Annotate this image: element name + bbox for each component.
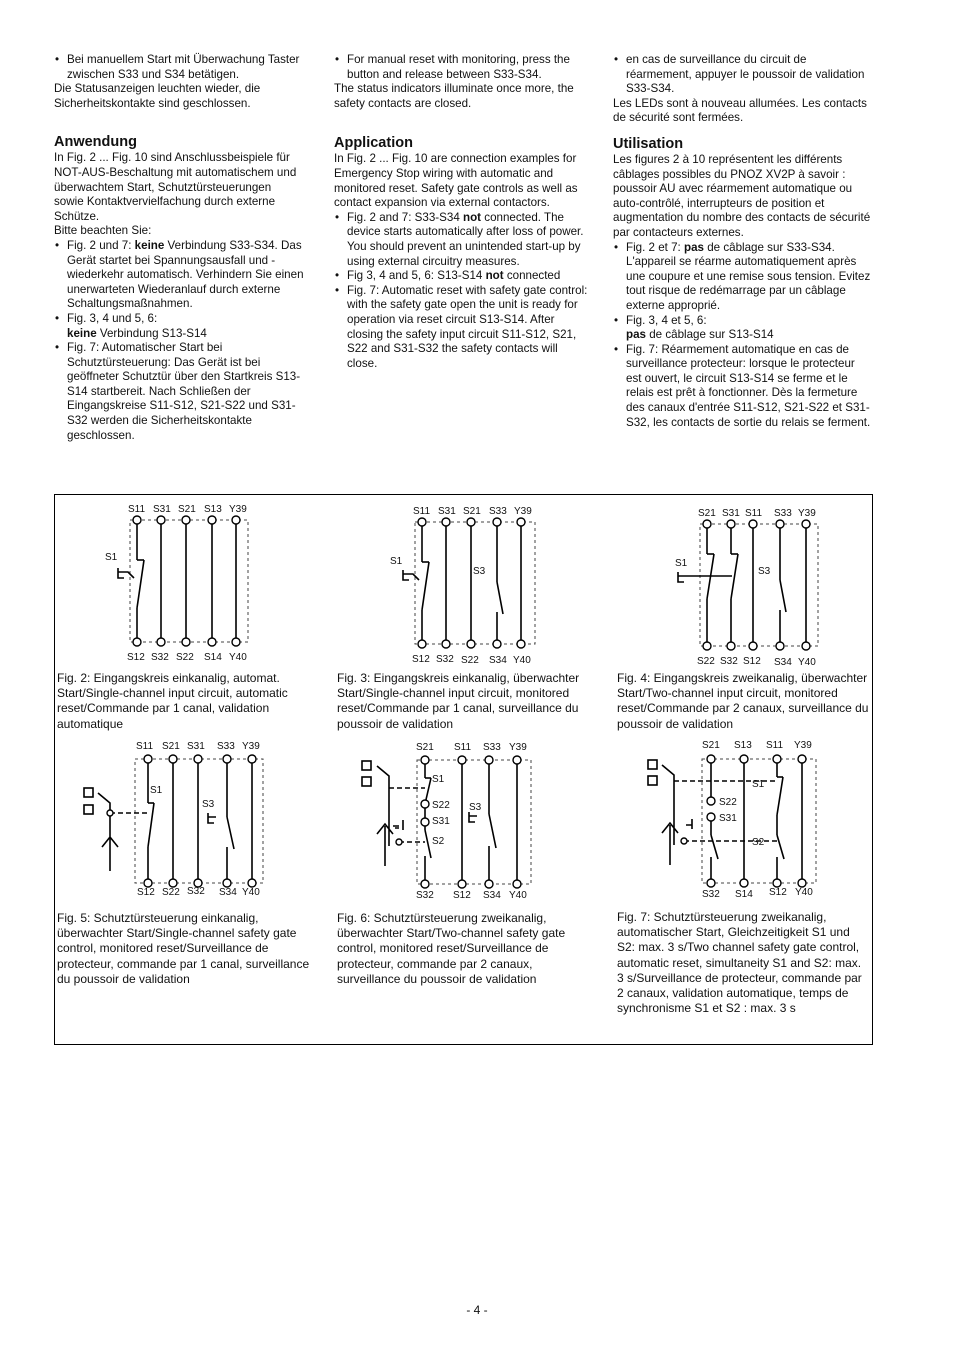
svg-text:S22: S22	[432, 800, 450, 811]
svg-text:S1: S1	[432, 774, 445, 785]
svg-text:S34: S34	[483, 890, 501, 901]
svg-text:S12: S12	[453, 890, 471, 901]
svg-text:S31: S31	[719, 813, 737, 824]
fr-bullet-3: • Fig. 7: Réarmement automatique en cas de surveillance protecteur: lorsque le protecteur est ouvert, le circuit S13-S14 se ferme et le relais est prêt à fonctionner. Dès la fermeture des canaux d'entrée S11-S12, S21-S22 et S31-S32, les contacts de sortie du relais se ferment.	[613, 343, 873, 431]
svg-text:S3: S3	[473, 566, 486, 577]
svg-text:S14: S14	[735, 889, 753, 900]
svg-text:Y39: Y39	[229, 504, 247, 515]
svg-text:S34: S34	[774, 657, 792, 668]
fig3-caption: Fig. 3: Eingangskreis einkanalig, überwachter Start/Single-channel input circuit, monitored reset/Commande par 1 canal, surveillance du poussoir de validation	[337, 671, 580, 731]
svg-text:S22: S22	[719, 797, 737, 808]
svg-text:S31: S31	[438, 506, 456, 517]
svg-text:S21: S21	[698, 508, 716, 519]
svg-text:S34: S34	[489, 655, 507, 666]
svg-text:Y39: Y39	[798, 508, 816, 519]
svg-text:S33: S33	[217, 741, 235, 752]
svg-text:S33: S33	[483, 742, 501, 753]
fig6-caption: Fig. 6: Schutztürsteuerung zweikanalig, überwachter Start/Two-channel safety gate control, monitored reset/Surveillance de protecteur, commande par 2 canaux, surveillance du poussoir de validation	[337, 911, 566, 986]
de-bullet-3: • Fig. 7: Automatischer Start bei Schutztürsteuerung: Das Gerät ist bei geöffneter Schutztür über den Startkreis S13-S14 startbereit. Nach Schließen der Eingangskreise S11-S12, S21-S22 und S31-S32 werden die Sicherheitskontakte geschlossen.	[54, 341, 304, 443]
fig3-diagram	[385, 502, 545, 667]
svg-text:S11: S11	[745, 508, 763, 519]
svg-text:S33: S33	[489, 506, 507, 517]
svg-text:S22: S22	[697, 656, 715, 667]
svg-text:Y40: Y40	[229, 652, 247, 663]
svg-text:S31: S31	[187, 741, 205, 752]
page-number: - 4 -	[466, 1303, 488, 1317]
svg-text:S3: S3	[202, 799, 215, 810]
svg-text:S21: S21	[463, 506, 481, 517]
fig4-diagram	[670, 504, 830, 669]
terminal-row-top	[128, 504, 247, 515]
en-heading: Application	[334, 135, 413, 152]
svg-text:Y39: Y39	[242, 741, 260, 752]
fig2-caption: Fig. 2: Eingangskreis einkanalig, automat. Start/Single-channel input circuit, automatic reset/Commande par 1 canal, validation automatique	[57, 671, 288, 731]
svg-text:S22: S22	[461, 655, 479, 666]
svg-text:S11: S11	[136, 741, 154, 752]
svg-text:S11: S11	[766, 740, 784, 751]
fig5-caption: Fig. 5: Schutztürsteuerung einkanalig, überwachter Start/Single-channel safety gate control, monitored reset/Surveillance de protecteur, commande par 1 canal, surveillance du poussoir de validation	[57, 911, 310, 986]
en-intro-bullet: • For manual reset with monitoring, press the button and release between S33-S34.	[334, 53, 590, 82]
svg-text:S11: S11	[413, 506, 431, 517]
fr-intro-bullet: • en cas de surveillance du circuit de réarmement, appuyer le poussoir de validation S33-S34.	[613, 53, 873, 97]
fig2-diagram	[100, 500, 260, 665]
svg-text:S3: S3	[758, 566, 771, 577]
svg-text:S3: S3	[469, 802, 482, 813]
svg-text:Y40: Y40	[795, 887, 813, 898]
de-note: Bitte beachten Sie:	[54, 224, 152, 238]
svg-text:S32: S32	[702, 889, 720, 900]
svg-text:S31: S31	[432, 816, 450, 827]
fr-intro-text: Les LEDs sont à nouveau allumées. Les contacts de sécurité sont fermées.	[613, 96, 867, 125]
de-intro-bullet: • Bei manuellem Start mit Überwachung Taster zwischen S33 und S34 betätigen.	[54, 53, 304, 82]
svg-text:Y39: Y39	[509, 742, 527, 753]
svg-text:S21: S21	[178, 504, 196, 515]
switch-label: S1	[105, 552, 118, 563]
svg-text:S13: S13	[734, 740, 752, 751]
fig6-diagram	[355, 738, 545, 903]
en-intro-text: The status indicators illuminate once more, the safety contacts are closed.	[334, 82, 574, 110]
svg-text:S14: S14	[204, 652, 222, 663]
svg-text:S12: S12	[412, 654, 430, 665]
svg-text:S12: S12	[137, 887, 155, 898]
french-column	[613, 53, 873, 430]
svg-text:S32: S32	[720, 656, 738, 667]
german-column	[54, 53, 304, 443]
de-bullet-1: • Fig. 2 und 7: keine Verbindung S33-S34. Das Gerät startet bei Spannungsausfall und -wiederkehr automatisch. Verhindern Sie einen unerwarteten Wiederanlauf durch externe Schaltungsmaßnahmen.	[54, 239, 304, 312]
svg-text:S32: S32	[436, 654, 454, 665]
svg-text:S22: S22	[162, 887, 180, 898]
svg-text:S12: S12	[743, 656, 761, 667]
svg-text:Y40: Y40	[513, 655, 531, 666]
svg-text:S11: S11	[454, 742, 472, 753]
svg-text:S12: S12	[769, 887, 787, 898]
svg-text:S21: S21	[416, 742, 434, 753]
fr-heading: Utilisation	[613, 135, 684, 152]
svg-text:Y39: Y39	[794, 740, 812, 751]
svg-text:S1: S1	[752, 779, 765, 790]
svg-text:S32: S32	[151, 652, 169, 663]
de-heading: Anwendung	[54, 134, 137, 151]
fr-paragraph: Les figures 2 à 10 représentent les différents câblages possibles du PNOZ XV2P à savoir : poussoir AU avec réarmement automatique ou auto-contrôlé, interrupteurs de position et augmentation du nombre des contacts de sécurité par contacteurs externes.	[613, 152, 871, 239]
svg-text:S1: S1	[150, 785, 163, 796]
svg-text:S32: S32	[187, 886, 205, 897]
terminal-row-bottom	[127, 652, 247, 663]
svg-text:S31: S31	[722, 508, 740, 519]
de-intro-text: Die Statusanzeigen leuchten wieder, die Sicherheitskontakte sind geschlossen.	[54, 82, 261, 110]
svg-text:S33: S33	[774, 508, 792, 519]
svg-text:S1: S1	[390, 556, 403, 567]
svg-text:S21: S21	[702, 740, 720, 751]
svg-text:S11: S11	[128, 504, 146, 515]
de-bullet-2: • Fig. 3, 4 und 5, 6: keine Verbindung S13-S14	[54, 312, 304, 341]
en-paragraph: In Fig. 2 ... Fig. 10 are connection examples for Emergency Stop wiring with automatic and monitored reset. Safety gate controls as well as contact expansion via external contactors.	[334, 152, 578, 210]
svg-text:S31: S31	[153, 504, 171, 515]
fr-bullet-1: • Fig. 2 et 7: pas de câblage sur S33-S34. L'appareil se réarme automatiquement après une coupure et une remise sous tension. Evitez tout risque de redémarrage par un câblage externe approprié.	[613, 241, 873, 314]
en-bullet-3: • Fig. 7: Automatic reset with safety gate control: with the safety gate open the unit is ready for operation via reset circuit S13-S14. After closing the safety input circuit S11-S12, S21, S22 and S31-S32 the safety contacts will close.	[334, 284, 590, 372]
en-bullet-2: • Fig 3, 4 and 5, 6: S13-S14 not connected	[334, 269, 590, 284]
svg-text:S2: S2	[752, 837, 765, 848]
svg-text:S1: S1	[675, 558, 688, 569]
fig7-caption: Fig. 7: Schutztürsteuerung zweikanalig, automatischer Start, Gleichzeitigkeit S1 und S2: max. 3 s/Two channel safety gate control, automatic reset, simultaneity S1 and S2: max. 3 s/Surveillance de protecteur, commande par 2 canaux, validation automatique, temps de synchronisme S1 et S2 : max. 3 s	[617, 910, 862, 1016]
svg-text:Y40: Y40	[242, 887, 260, 898]
english-column	[334, 53, 590, 371]
svg-text:Y40: Y40	[509, 890, 527, 901]
svg-text:Y39: Y39	[514, 506, 532, 517]
fr-bullet-2: • Fig. 3, 4 et 5, 6: pas de câblage sur S13-S14	[613, 314, 873, 343]
svg-text:S22: S22	[176, 652, 194, 663]
fig4-caption: Fig. 4: Eingangskreis zweikanalig, überwachter Start/Two-channel input circuit, monitored reset/Commande par 2 canaux, surveillance du poussoir de validation	[617, 671, 869, 731]
svg-text:S12: S12	[127, 652, 145, 663]
svg-text:S21: S21	[162, 741, 180, 752]
svg-text:S34: S34	[219, 887, 237, 898]
svg-text:S32: S32	[416, 890, 434, 901]
svg-text:S13: S13	[204, 504, 222, 515]
de-paragraph: In Fig. 2 ... Fig. 10 sind Anschlussbeispiele für NOT-AUS-Beschaltung mit automatischem und überwachtem Start, Schutztürsteuerungen sowie Kontaktvervielfachung durch externe Schütze.	[54, 151, 297, 223]
fig7-diagram	[640, 737, 830, 902]
svg-text:Y40: Y40	[798, 657, 816, 668]
fig5-diagram	[80, 737, 270, 902]
en-bullet-1: • Fig. 2 and 7: S33-S34 not connected. The device starts automatically after loss of power. You should prevent an unintended start-up by using external circuitry measures.	[334, 211, 590, 269]
svg-text:S2: S2	[432, 836, 445, 847]
